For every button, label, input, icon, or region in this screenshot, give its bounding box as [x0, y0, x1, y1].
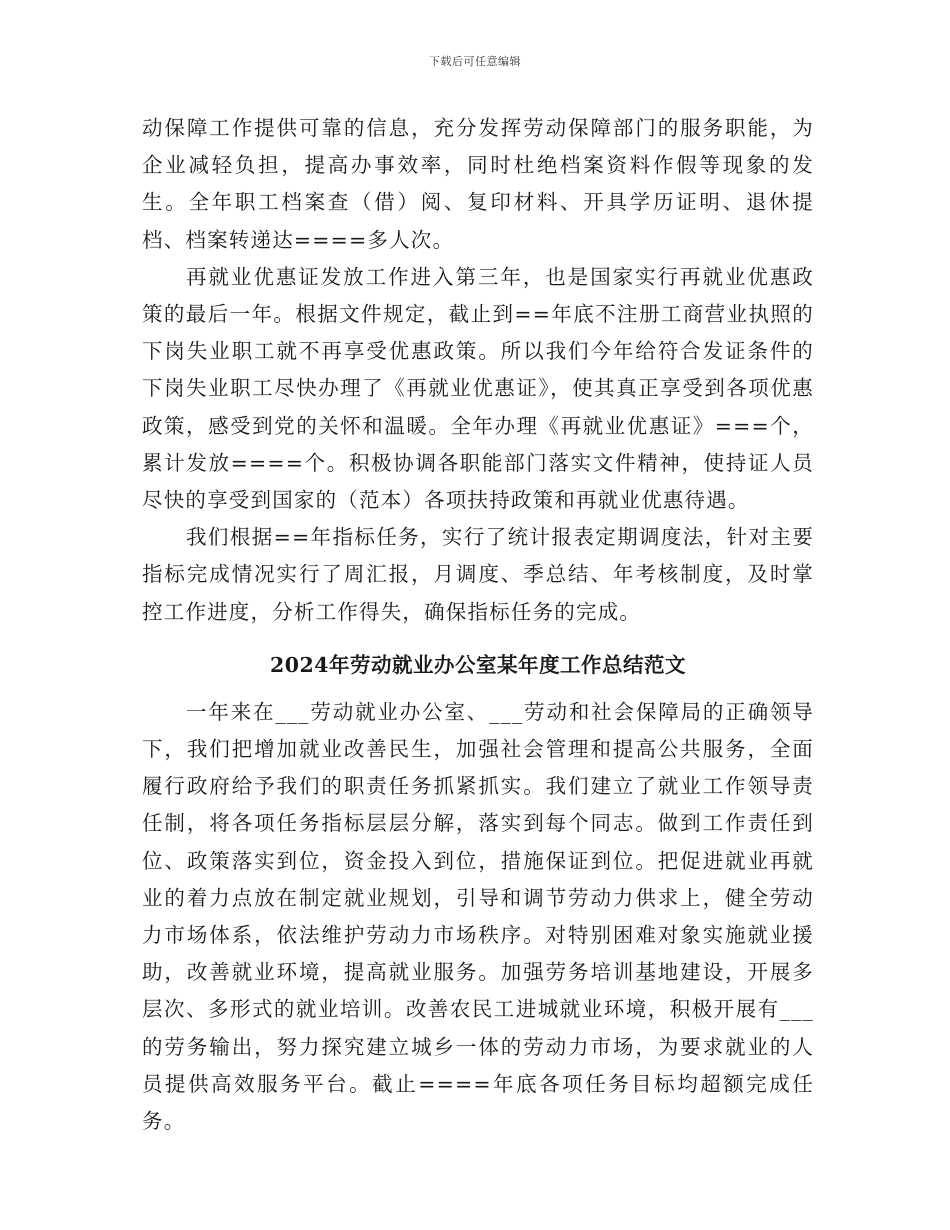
page-header-note: 下载后可任意编辑 [429, 55, 521, 68]
paragraph-indicator-tasks: 我们根据==年指标任务，实行了统计报表定期调度法，针对主要指标完成情况实行了周汇报，月调度、季总结、年考核制度，及时掌控工作进度，分析工作得失，确保指标任务的完成。 [142, 525, 814, 624]
paragraph-annual-summary: 一年来在___劳动就业办公室、___劳动和社会保障局的正确领导下，我们把增加就业改善民生，加强社会管理和提高公共服务，全面履行政府给予我们的职责任务抓紧抓实。我们建立了就业工作领导责任制，将各项任务指标层层分解，落实到每个同志。做到工作责任到位、政策落实到位，资金投入到位，措施保证到位。把促进就业再就业的着力点放在制定就业规划，引导和调节劳动力供求上，健全劳动力市场体系，依法维护劳动力市场秩序。对特别困难对象实施就业援助，改善就业环境，提高就业服务。加强劳务培训基地建设，开展多层次、多形式的就业培训。改善农民工进城就业环境，积极开展有___的劳务输出，努力探究建立城乡一体的劳动力市场，为要求就业的人员提供高效服务平台。截止====年底各项任务目标均超额完成任务。 [142, 699, 814, 1134]
document-body [142, 110, 814, 1140]
paragraph-reemployment-certificate: 再就业优惠证发放工作进入第三年，也是国家实行再就业优惠政策的最后一年。根据文件规定，截止到==年底不注册工商营业执照的下岗失业职工就不再享受优惠政策。所以我们今年给符合发证条件的下岗失业职工尽快办理了《再就业优惠证》，使其真正享受到各项优惠政策，感受到党的关怀和温暖。全年办理《再就业优惠证》===个，累计发放====个。积极协调各职能部门落实文件精神，使持证人员尽快的享受到国家的（范本）各项扶持政策和再就业优惠待遇。 [142, 264, 814, 513]
section-title: 2024年劳动就业办公室某年度工作总结范文 [269, 652, 687, 677]
paragraph-continuation: 动保障工作提供可靠的信息，充分发挥劳动保障部门的服务职能，为企业减轻负担，提高办事效率，同时杜绝档案资料作假等现象的发生。全年职工档案查（借）阅、复印材料、开具学历证明、退休提档、档案转递达====多人次。 [142, 116, 814, 252]
